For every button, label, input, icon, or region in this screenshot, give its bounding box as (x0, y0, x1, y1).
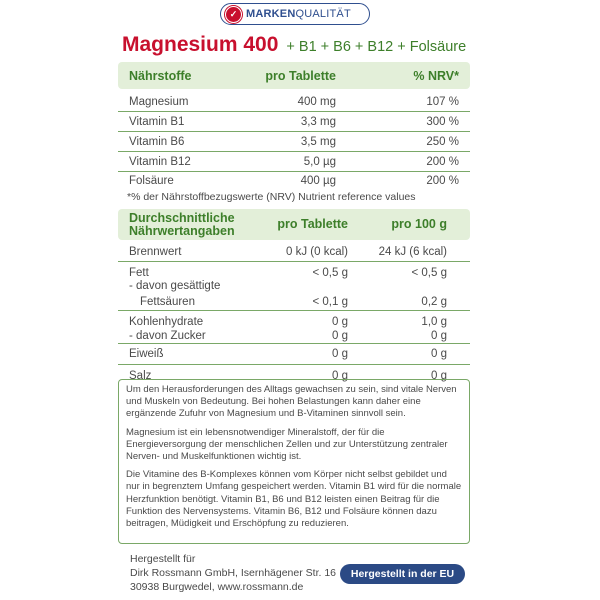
row-per-100g: < 0,5 g (411, 266, 447, 279)
manufacturer-line-3: 30938 Burgwedel, www.rossmann.de (130, 581, 304, 593)
table-row (118, 172, 470, 190)
row-per-100g: 0,2 g (421, 295, 447, 308)
row-nrv: 200 % (426, 175, 459, 187)
marken-qualitaet-badge (220, 3, 370, 25)
table-row (118, 112, 470, 132)
product-title (122, 33, 466, 59)
table-row (118, 242, 470, 262)
row-nrv: 200 % (426, 155, 459, 168)
row-per-tablet: < 0,5 g (312, 266, 348, 279)
row-per-tablet: 400 µg (300, 175, 336, 187)
nutrients-table-header (118, 62, 470, 89)
row-name: Fettsäuren (140, 295, 195, 308)
product-title-main: Magnesium 400 (122, 33, 279, 56)
header-nrv: % NRV* (413, 68, 459, 83)
header-pro-tablette: pro Tablette (265, 68, 336, 83)
nutrition-table-header (118, 209, 470, 240)
row-name: Kohlenhydrate (129, 315, 204, 328)
manufacturer-info (130, 552, 336, 594)
row-per-tablet: 3,5 mg (300, 135, 336, 148)
row-nrv: 250 % (426, 135, 459, 148)
made-in-eu-badge: Hergestellt in der EU (340, 564, 465, 584)
rossmann-seal-icon: ✓ (225, 6, 242, 23)
badge-text-marken: MARKEN (246, 8, 296, 20)
row-name: Fett (129, 266, 149, 279)
row-name: - davon gesättigte (129, 280, 221, 292)
table-row (118, 328, 470, 344)
row-per-100g: 0 g (431, 329, 447, 342)
table-row (118, 132, 470, 152)
info-paragraph-2: Magnesium ist ein lebensnotwendiger Mineralstoff, der für die Energieversorgung der menschlichen Zellen und zur Unterstützung zentraler Nerven- und Muskelfunktionen wichtig ist. (126, 426, 448, 463)
row-name: Eiweiß (129, 348, 164, 360)
row-per-tablet: 0 g (332, 369, 348, 382)
table-row (118, 344, 470, 365)
row-per-tablet: 0 g (332, 315, 348, 328)
header-naehrstoffe: Nährstoffe (129, 68, 192, 83)
table-row (118, 262, 470, 279)
row-per-100g: 0 g (431, 369, 447, 382)
manufacturer-line-1: Hergestellt für (130, 553, 196, 565)
row-name: Salz (129, 369, 152, 382)
row-per-tablet: < 0,1 g (312, 295, 348, 308)
info-paragraph-1: Um den Herausforderungen des Alltags gewachsen zu sein, sind vitale Nerven und Muskeln von Bedeutung. Bei hohen Belastungen kann daher eine ergänzende Zufuhr von Magnesium und B-Vitaminen sinnvoll sein. (126, 384, 457, 420)
table-row (118, 293, 470, 311)
table-row (118, 311, 470, 328)
row-name: Vitamin B1 (129, 115, 185, 128)
nutrition-table (118, 209, 470, 386)
product-title-sub: + B1 + B6 + B12 + Folsäure (286, 39, 467, 55)
info-paragraph-3: Die Vitamine des B-Komplexes können vom Körper nicht selbst gebildet und nur in begrenztem Umfang gespeichert werden. Vitamin B1 wird für die normale Herzfunktion benötigt. Vitamin B1, B6 und B12 leisten einen Beitrag für die Funktion des Nervensystems. Vitamin B6, B12 und Folsäure können dazu beitragen, Müdigkeit und Erschöpfung zu reduzieren. (126, 469, 462, 530)
row-per-tablet: 3,3 mg (300, 115, 336, 128)
header-durchschnittliche (118, 212, 246, 238)
table-row (118, 152, 470, 172)
row-per-tablet: 0 g (332, 348, 348, 360)
row-nrv: 107 % (426, 95, 459, 108)
row-per-tablet: 0 g (332, 329, 348, 342)
manufacturer-line-2: Dirk Rossmann GmbH, Isernhägener Str. 16 (130, 567, 337, 579)
row-per-100g: 1,0 g (421, 315, 447, 328)
row-per-tablet: 400 mg (297, 95, 336, 108)
product-info-box (118, 379, 470, 544)
table-row (118, 92, 470, 112)
row-name: - davon Zucker (129, 329, 206, 342)
row-per-tablet: 5,0 µg (303, 155, 336, 168)
header-pro-tablette: pro Tablette (277, 217, 348, 231)
row-name: Vitamin B6 (129, 135, 185, 148)
row-per-100g: 24 kJ (6 kcal) (378, 245, 447, 258)
header-line2: Nährwertangaben (129, 223, 235, 238)
row-name: Vitamin B12 (129, 155, 191, 168)
nrv-footnote: *% der Nährstoffbezugswerte (NRV) Nutrient reference values (127, 191, 416, 203)
header-pro-100g: pro 100 g (391, 217, 447, 231)
row-per-100g: 0 g (431, 348, 447, 360)
row-name: Folsäure (129, 175, 174, 187)
row-nrv: 300 % (426, 115, 459, 128)
header-line1: Durchschnittliche (129, 210, 235, 225)
row-name: Brennwert (129, 245, 182, 258)
row-name: Magnesium (129, 95, 189, 108)
badge-text-qualitaet: QUALITÄT (295, 8, 351, 20)
row-per-tablet: 0 kJ (0 kcal) (286, 245, 348, 258)
nutrients-table (118, 62, 470, 203)
table-row (118, 279, 470, 293)
